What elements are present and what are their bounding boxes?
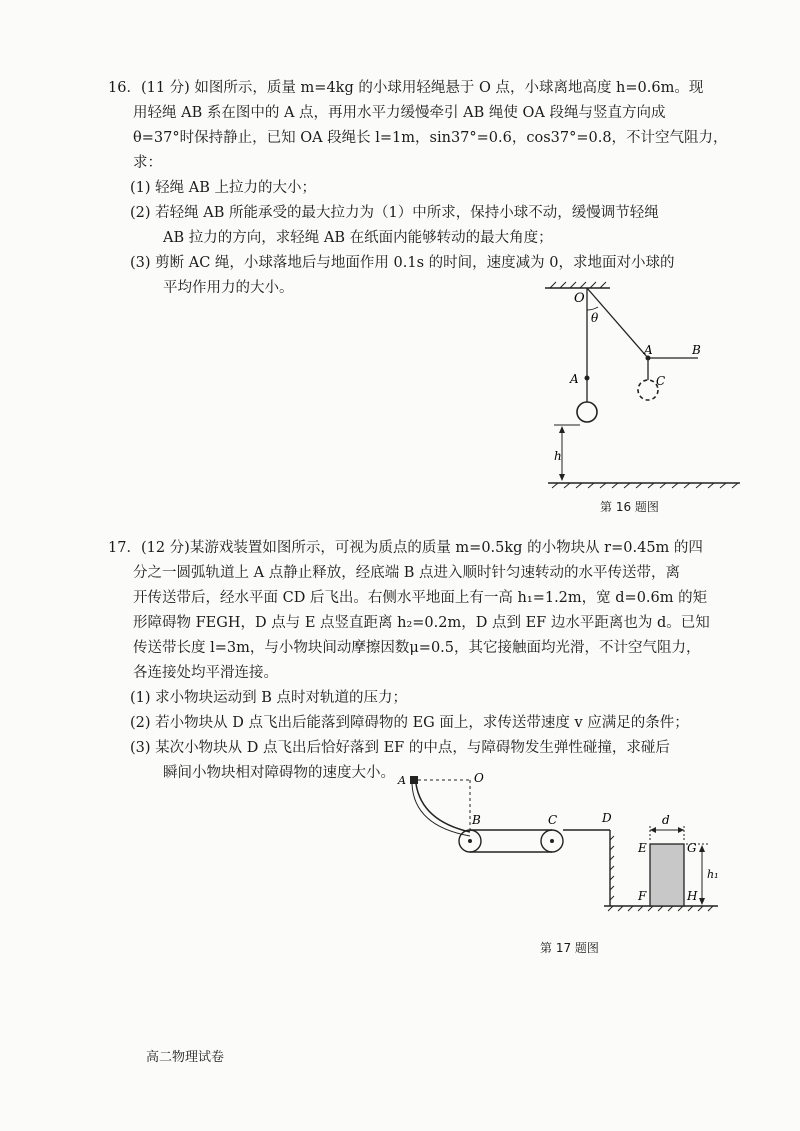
q17-line: 传送带长度 l=3m，与小物块间动摩擦因数μ=0.5，其它接触面均光滑，不计空气阻力，: [133, 640, 701, 656]
q16-line: 16．(11 分) 如图所示，质量 m=4kg 的小球用轻绳悬于 O 点，小球离地高度 h=0.6m。现: [108, 80, 704, 96]
fig17-label-c: C: [548, 813, 558, 827]
q17-line: 17．(12 分)某游戏装置如图所示，可视为质点的质量 m=0.5kg 的小物块从 r=0.45m 的四: [108, 540, 703, 556]
fig17-label-b: B: [472, 813, 481, 827]
q17-line: 分之一圆弧轨道上 A 点静止释放，经底端 B 点进入顺时针匀速转动的水平传送带，离: [133, 565, 681, 581]
q17-line: 开传送带后，经水平面 CD 后飞出。右侧水平地面上有一高 h₁=1.2m，宽 d=0.6m 的矩: [133, 590, 708, 606]
fig16-label-a-right: A: [644, 343, 653, 357]
fig17-label-d: D: [602, 811, 612, 825]
q16-line: 求：: [133, 155, 162, 171]
q16-part-3: (3) 剪断 AC 绳，小球落地后与地面作用 0.1s 的时间，速度减为 0，求地面对小球的: [130, 255, 675, 271]
fig16-label-theta: θ: [591, 311, 599, 325]
figure-17-track: [392, 766, 732, 916]
figure-16-pendulum: [540, 280, 760, 495]
q16-line: 用轻绳 AB 系在图中的 A 点，再用水平力缓慢牵引 AB 绳使 OA 段绳与竖直方向成: [133, 105, 666, 121]
q17-part-3-cont: 瞬间小物块相对障碍物的速度大小。: [163, 765, 395, 781]
q17-part-3: (3) 某次小物块从 D 点飞出后恰好落到 EF 的中点，与障碍物发生弹性碰撞，求碰后: [130, 740, 670, 756]
fig17-label-h1: h₁: [707, 868, 719, 881]
fig17-label-d-width: d: [662, 813, 670, 827]
fig17-label-o: O: [474, 771, 484, 785]
fig16-label-b: B: [692, 343, 701, 357]
q17-part-1: (1) 求小物块运动到 B 点时对轨道的压力；: [130, 690, 408, 706]
page-footer: 高二物理试卷: [146, 1050, 225, 1065]
q17-line: 各连接处均平滑连接。: [133, 665, 278, 681]
fig17-label-h: H: [687, 889, 698, 903]
fig16-label-c: C: [656, 374, 666, 388]
q17-part-2: (2) 若小物块从 D 点飞出后能落到障碍物的 EG 面上，求传送带速度 v 应满足的条件；: [130, 715, 689, 731]
figure-17-caption: 第 17 题图: [540, 941, 599, 955]
fig16-label-a-left: A: [570, 372, 579, 386]
q16-part-2-cont: AB 拉力的方向，求轻绳 AB 在纸面内能够转动的最大角度；: [163, 230, 553, 246]
figure-16-caption: 第 16 题图: [600, 500, 659, 514]
fig17-label-f: F: [638, 889, 647, 903]
question-17: [108, 536, 768, 786]
fig17-label-e: E: [638, 841, 647, 855]
fig16-label-o: O: [574, 291, 585, 306]
q16-part-2: (2) 若轻绳 AB 所能承受的最大拉力为（1）中所求，保持小球不动，缓慢调节轻绳: [130, 205, 659, 221]
q17-line: 形障碍物 FEGH，D 点与 E 点竖直距离 h₂=0.2m，D 点到 EF 边水平距离也为 d。已知: [133, 615, 710, 631]
fig16-label-h: h: [554, 449, 562, 463]
question-16: [108, 76, 768, 301]
fig17-label-a: A: [398, 774, 406, 787]
q16-part-1: (1) 轻绳 AB 上拉力的大小；: [130, 180, 316, 196]
q16-line: θ=37°时保持静止，已知 OA 段绳长 l=1m，sin37°=0.6，cos37°=0.8，不计空气阻力，: [133, 130, 728, 146]
q16-part-3-cont: 平均作用力的大小。: [163, 280, 294, 296]
fig17-label-g: G: [687, 841, 697, 855]
